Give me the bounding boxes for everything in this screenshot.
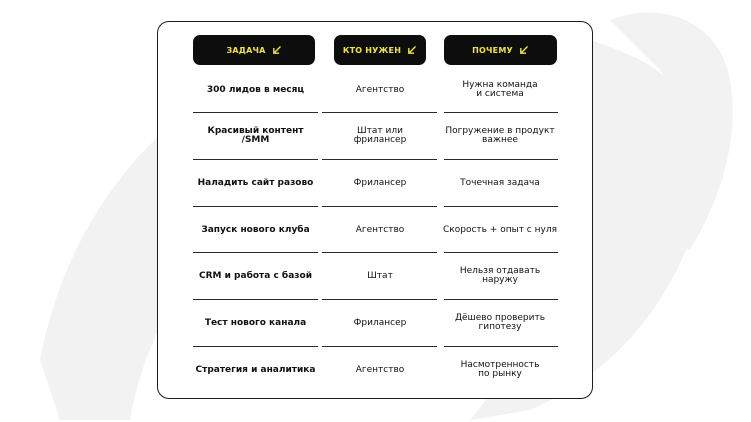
arrow-down-left-icon xyxy=(519,45,529,55)
row-5-who: Штат xyxy=(367,270,393,281)
row-3-who: Фрилансер xyxy=(353,177,407,188)
row-1-why: Нужна команда и система xyxy=(462,80,538,99)
row-4-who: Агентство xyxy=(355,224,405,235)
header-why xyxy=(444,35,557,65)
row-4-task: Запуск нового клуба xyxy=(201,224,310,235)
header-task xyxy=(193,35,315,65)
header-why-label: ПОЧЕМУ xyxy=(472,45,513,55)
row-2-who: Штат или фрилансер xyxy=(353,126,407,145)
row-6-who: Фрилансер xyxy=(353,317,407,328)
header-who xyxy=(334,35,426,65)
arrow-down-left-icon xyxy=(407,45,417,55)
row-7-why: Насмотренность по рынку xyxy=(460,360,540,379)
row-2-task: Красивый контент /SMM xyxy=(207,126,304,145)
row-1-who: Агентство xyxy=(355,84,405,95)
header-task-label: ЗАДАЧА xyxy=(226,45,266,55)
row-6-why: Дёшево проверить гипотезу xyxy=(454,313,546,332)
row-5-why: Нельзя отдавать наружу xyxy=(459,266,541,285)
comparison-table xyxy=(157,21,593,399)
header-who-label: КТО НУЖЕН xyxy=(342,45,402,55)
row-7-who: Агентство xyxy=(355,364,405,375)
arrow-down-left-icon xyxy=(272,45,282,55)
row-7-task: Стратегия и аналитика xyxy=(195,364,316,375)
row-3-why: Точечная задача xyxy=(460,177,540,188)
row-4-why: Скорость + опыт с нуля xyxy=(443,224,557,235)
row-3-task: Наладить сайт разово xyxy=(197,177,314,188)
row-1-task: 300 лидов в месяц xyxy=(206,84,305,95)
row-6-task: Тест нового канала xyxy=(204,317,307,328)
row-2-why: Погружение в продукт важнее xyxy=(445,126,555,145)
row-5-task: CRM и работа с базой xyxy=(198,270,312,281)
